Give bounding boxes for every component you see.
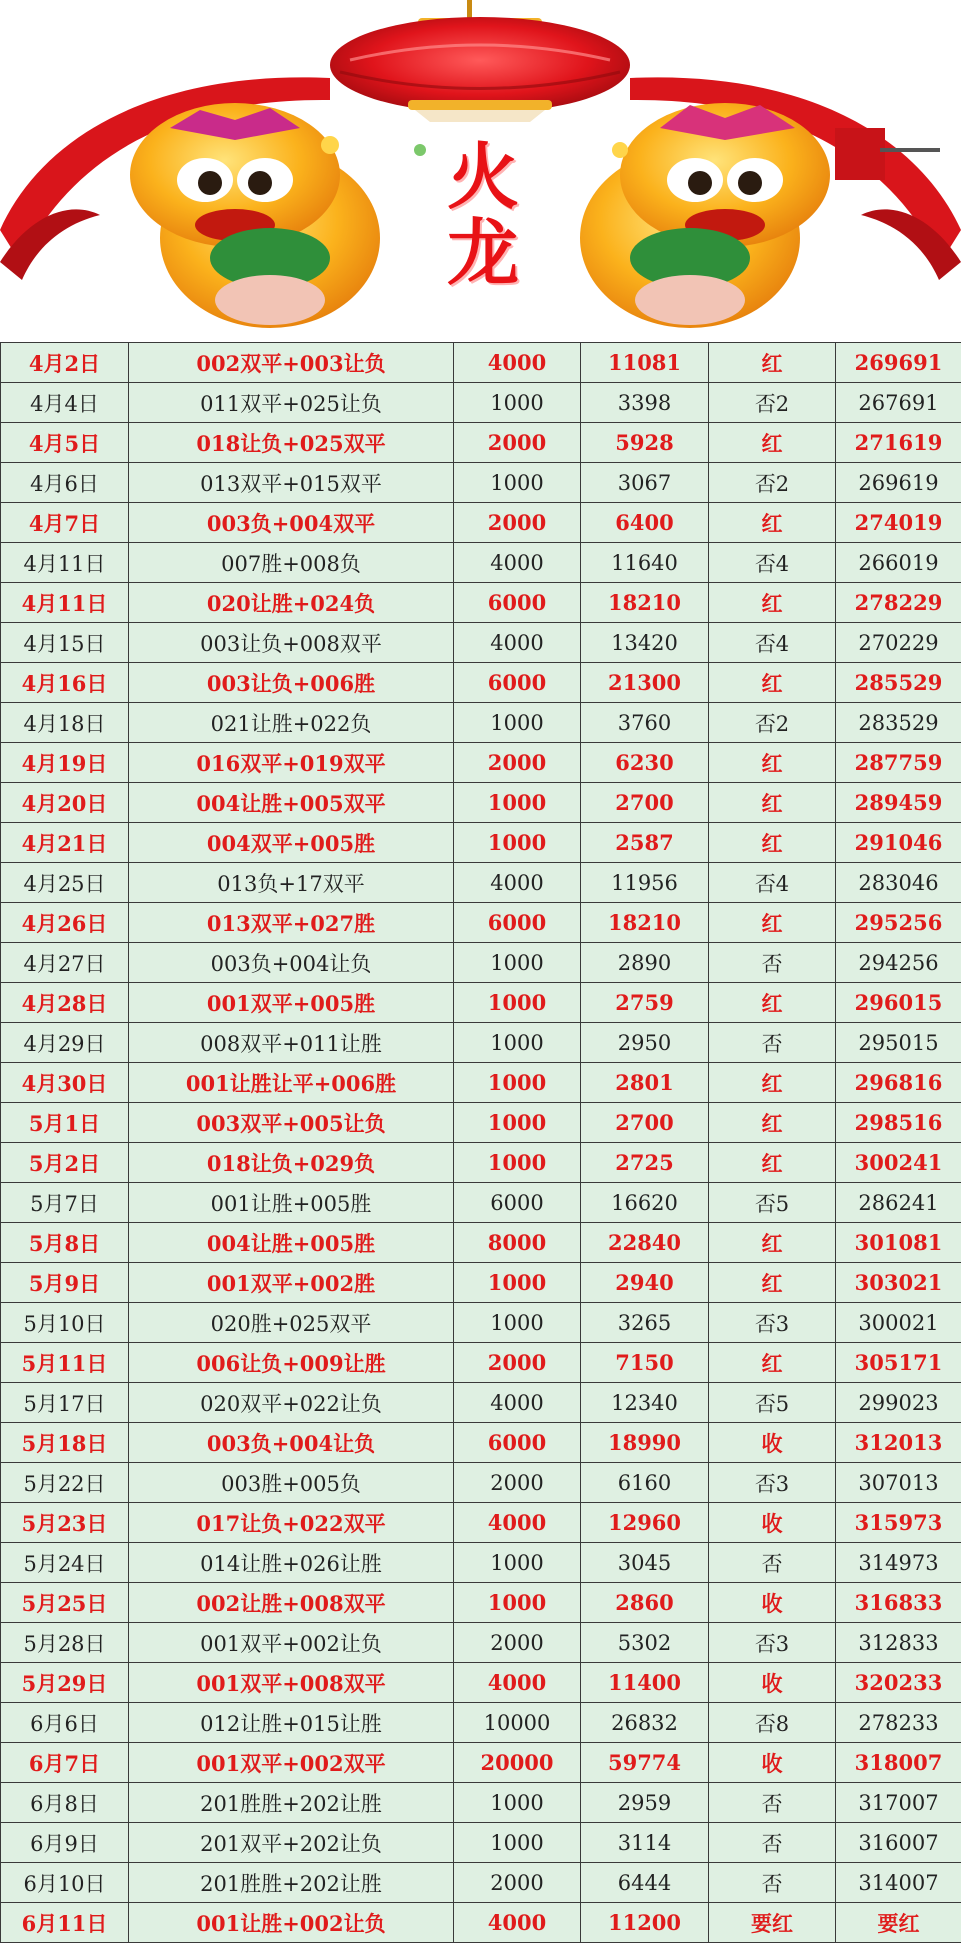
table-row — [1, 423, 961, 463]
return-cell: 18210 — [581, 583, 709, 623]
balance-cell: 286241 — [836, 1183, 961, 1223]
table-row — [1, 1863, 961, 1903]
pick-cell: 001双平+002双平 — [129, 1743, 454, 1783]
result-cell: 红 — [709, 503, 836, 543]
result-cell: 否2 — [709, 703, 836, 743]
stake-cell: 4000 — [454, 863, 581, 903]
stake-cell: 4000 — [454, 1903, 581, 1943]
return-cell: 16620 — [581, 1183, 709, 1223]
stake-cell: 6000 — [454, 663, 581, 703]
table-row — [1, 1383, 961, 1423]
return-cell: 6160 — [581, 1463, 709, 1503]
result-cell: 否3 — [709, 1303, 836, 1343]
balance-cell: 291046 — [836, 823, 961, 863]
date-cell: 4月19日 — [1, 743, 129, 783]
stake-cell: 1000 — [454, 1263, 581, 1303]
table-row — [1, 383, 961, 423]
result-cell: 红 — [709, 783, 836, 823]
date-cell: 5月29日 — [1, 1663, 129, 1703]
balance-cell: 270229 — [836, 623, 961, 663]
date-cell: 5月17日 — [1, 1383, 129, 1423]
result-cell: 否 — [709, 1823, 836, 1863]
result-cell: 收 — [709, 1743, 836, 1783]
table-row — [1, 863, 961, 903]
ledger-table — [0, 342, 961, 1943]
balance-cell: 294256 — [836, 943, 961, 983]
banner-title-line1: 火 — [446, 135, 519, 219]
stake-cell: 1000 — [454, 1783, 581, 1823]
table-row — [1, 783, 961, 823]
table-row — [1, 1143, 961, 1183]
date-cell: 4月21日 — [1, 823, 129, 863]
balance-cell: 295015 — [836, 1023, 961, 1063]
return-cell: 12340 — [581, 1383, 709, 1423]
balance-cell: 314007 — [836, 1863, 961, 1903]
pick-cell: 002双平+003让负 — [129, 343, 454, 383]
balance-cell: 301081 — [836, 1223, 961, 1263]
result-cell: 红 — [709, 743, 836, 783]
table-row — [1, 983, 961, 1023]
date-cell: 6月10日 — [1, 1863, 129, 1903]
pick-cell: 021让胜+022负 — [129, 703, 454, 743]
return-cell: 2890 — [581, 943, 709, 983]
ledger-body — [1, 343, 961, 1943]
date-cell: 4月20日 — [1, 783, 129, 823]
result-cell: 红 — [709, 663, 836, 703]
balance-cell: 287759 — [836, 743, 961, 783]
date-cell: 4月6日 — [1, 463, 129, 503]
balance-cell: 298516 — [836, 1103, 961, 1143]
table-row — [1, 1543, 961, 1583]
pick-cell: 003负+004双平 — [129, 503, 454, 543]
date-cell: 6月8日 — [1, 1783, 129, 1823]
return-cell: 2801 — [581, 1063, 709, 1103]
table-row — [1, 1223, 961, 1263]
pick-cell: 003胜+005负 — [129, 1463, 454, 1503]
result-cell: 红 — [709, 1343, 836, 1383]
table-row — [1, 1303, 961, 1343]
balance-cell: 278229 — [836, 583, 961, 623]
date-cell: 4月26日 — [1, 903, 129, 943]
result-cell: 红 — [709, 583, 836, 623]
return-cell: 3045 — [581, 1543, 709, 1583]
date-cell: 6月9日 — [1, 1823, 129, 1863]
balance-cell: 315973 — [836, 1503, 961, 1543]
result-cell: 否3 — [709, 1623, 836, 1663]
table-row — [1, 1263, 961, 1303]
balance-cell: 要红 — [836, 1903, 961, 1943]
stake-cell: 10000 — [454, 1703, 581, 1743]
result-cell: 红 — [709, 1223, 836, 1263]
date-cell: 4月11日 — [1, 543, 129, 583]
return-cell: 2700 — [581, 1103, 709, 1143]
stake-cell: 20000 — [454, 1743, 581, 1783]
date-cell: 4月25日 — [1, 863, 129, 903]
stake-cell: 1000 — [454, 1143, 581, 1183]
result-cell: 否 — [709, 1783, 836, 1823]
balance-cell: 289459 — [836, 783, 961, 823]
return-cell: 3114 — [581, 1823, 709, 1863]
table-row — [1, 663, 961, 703]
date-cell: 4月15日 — [1, 623, 129, 663]
date-cell: 4月7日 — [1, 503, 129, 543]
date-cell: 4月30日 — [1, 1063, 129, 1103]
stake-cell: 1000 — [454, 1823, 581, 1863]
table-row — [1, 1343, 961, 1383]
stake-cell: 2000 — [454, 423, 581, 463]
table-row — [1, 1663, 961, 1703]
return-cell: 11956 — [581, 863, 709, 903]
return-cell: 11640 — [581, 543, 709, 583]
stake-cell: 4000 — [454, 1383, 581, 1423]
date-cell: 5月24日 — [1, 1543, 129, 1583]
result-cell: 收 — [709, 1423, 836, 1463]
table-row — [1, 1503, 961, 1543]
balance-cell: 274019 — [836, 503, 961, 543]
balance-cell: 303021 — [836, 1263, 961, 1303]
result-cell: 红 — [709, 983, 836, 1023]
result-cell: 要红 — [709, 1903, 836, 1943]
pick-cell: 004让胜+005双平 — [129, 783, 454, 823]
stake-cell: 1000 — [454, 1543, 581, 1583]
table-row — [1, 1703, 961, 1743]
stake-cell: 4000 — [454, 543, 581, 583]
date-cell: 4月16日 — [1, 663, 129, 703]
stake-cell: 2000 — [454, 1343, 581, 1383]
result-cell: 否4 — [709, 543, 836, 583]
stake-cell: 6000 — [454, 1423, 581, 1463]
result-cell: 红 — [709, 1143, 836, 1183]
pick-cell: 020双平+022让负 — [129, 1383, 454, 1423]
date-cell: 4月18日 — [1, 703, 129, 743]
result-cell: 红 — [709, 1263, 836, 1303]
table-row — [1, 1623, 961, 1663]
balance-cell: 316007 — [836, 1823, 961, 1863]
pick-cell: 201双平+202让负 — [129, 1823, 454, 1863]
pick-cell: 001双平+008双平 — [129, 1663, 454, 1703]
pick-cell: 001双平+002让负 — [129, 1623, 454, 1663]
balance-cell: 305171 — [836, 1343, 961, 1383]
table-row — [1, 343, 961, 383]
table-row — [1, 903, 961, 943]
return-cell: 2587 — [581, 823, 709, 863]
stake-cell: 4000 — [454, 343, 581, 383]
stake-cell: 1000 — [454, 1583, 581, 1623]
table-row — [1, 1463, 961, 1503]
return-cell: 3067 — [581, 463, 709, 503]
result-cell: 否 — [709, 1543, 836, 1583]
table-row — [1, 703, 961, 743]
table-row — [1, 1823, 961, 1863]
stake-cell: 2000 — [454, 1623, 581, 1663]
banner-title-line2: 龙 — [446, 211, 519, 295]
return-cell: 12960 — [581, 1503, 709, 1543]
pick-cell: 004双平+005胜 — [129, 823, 454, 863]
date-cell: 5月23日 — [1, 1503, 129, 1543]
stake-cell: 8000 — [454, 1223, 581, 1263]
pick-cell: 003负+004让负 — [129, 1423, 454, 1463]
date-cell: 5月10日 — [1, 1303, 129, 1343]
stake-cell: 1000 — [454, 783, 581, 823]
return-cell: 5302 — [581, 1623, 709, 1663]
stake-cell: 6000 — [454, 583, 581, 623]
balance-cell: 285529 — [836, 663, 961, 703]
date-cell: 5月22日 — [1, 1463, 129, 1503]
pick-cell: 011双平+025让负 — [129, 383, 454, 423]
pick-cell: 003双平+005让负 — [129, 1103, 454, 1143]
table-row — [1, 943, 961, 983]
stake-cell: 1000 — [454, 943, 581, 983]
balance-cell: 269619 — [836, 463, 961, 503]
balance-cell: 299023 — [836, 1383, 961, 1423]
stake-cell: 6000 — [454, 903, 581, 943]
result-cell: 否8 — [709, 1703, 836, 1743]
table-row — [1, 1743, 961, 1783]
balance-cell: 312013 — [836, 1423, 961, 1463]
pick-cell: 013双平+015双平 — [129, 463, 454, 503]
table-row — [1, 1583, 961, 1623]
pick-cell: 013双平+027胜 — [129, 903, 454, 943]
stake-cell: 1000 — [454, 703, 581, 743]
return-cell: 7150 — [581, 1343, 709, 1383]
date-cell: 5月7日 — [1, 1183, 129, 1223]
balance-cell: 314973 — [836, 1543, 961, 1583]
pick-cell: 001让胜+005胜 — [129, 1183, 454, 1223]
balance-cell: 296015 — [836, 983, 961, 1023]
table-row — [1, 583, 961, 623]
pick-cell: 017让负+022双平 — [129, 1503, 454, 1543]
balance-cell: 295256 — [836, 903, 961, 943]
pick-cell: 018让负+029负 — [129, 1143, 454, 1183]
balance-cell: 278233 — [836, 1703, 961, 1743]
stake-cell: 1000 — [454, 983, 581, 1023]
date-cell: 6月11日 — [1, 1903, 129, 1943]
pick-cell: 020让胜+024负 — [129, 583, 454, 623]
pick-cell: 001让胜+002让负 — [129, 1903, 454, 1943]
date-cell: 5月11日 — [1, 1343, 129, 1383]
return-cell: 5928 — [581, 423, 709, 463]
result-cell: 红 — [709, 903, 836, 943]
balance-cell: 296816 — [836, 1063, 961, 1103]
pick-cell: 016双平+019双平 — [129, 743, 454, 783]
table-row — [1, 1063, 961, 1103]
date-cell: 4月11日 — [1, 583, 129, 623]
return-cell: 11400 — [581, 1663, 709, 1703]
banner-image — [0, 0, 961, 342]
stake-cell: 1000 — [454, 463, 581, 503]
stake-cell: 2000 — [454, 1463, 581, 1503]
return-cell: 2725 — [581, 1143, 709, 1183]
return-cell: 2959 — [581, 1783, 709, 1823]
balance-cell: 320233 — [836, 1663, 961, 1703]
table-row — [1, 743, 961, 783]
balance-cell: 271619 — [836, 423, 961, 463]
stake-cell: 2000 — [454, 743, 581, 783]
result-cell: 红 — [709, 823, 836, 863]
date-cell: 4月29日 — [1, 1023, 129, 1063]
pick-cell: 003让负+006胜 — [129, 663, 454, 703]
pick-cell: 012让胜+015让胜 — [129, 1703, 454, 1743]
stake-cell: 1000 — [454, 823, 581, 863]
stake-cell: 4000 — [454, 623, 581, 663]
result-cell: 否2 — [709, 383, 836, 423]
pick-cell: 003负+004让负 — [129, 943, 454, 983]
banner-title — [398, 135, 568, 295]
return-cell: 18210 — [581, 903, 709, 943]
pick-cell: 001双平+005胜 — [129, 983, 454, 1023]
result-cell: 红 — [709, 343, 836, 383]
pick-cell: 020胜+025双平 — [129, 1303, 454, 1343]
table-row — [1, 1183, 961, 1223]
result-cell: 否4 — [709, 623, 836, 663]
stake-cell: 1000 — [454, 1103, 581, 1143]
pick-cell: 014让胜+026让胜 — [129, 1543, 454, 1583]
stake-cell: 4000 — [454, 1663, 581, 1703]
return-cell: 2940 — [581, 1263, 709, 1303]
return-cell: 18990 — [581, 1423, 709, 1463]
return-cell: 21300 — [581, 663, 709, 703]
return-cell: 59774 — [581, 1743, 709, 1783]
result-cell: 红 — [709, 1063, 836, 1103]
table-row — [1, 463, 961, 503]
stake-cell: 1000 — [454, 1063, 581, 1103]
return-cell: 11200 — [581, 1903, 709, 1943]
return-cell: 2759 — [581, 983, 709, 1023]
date-cell: 5月18日 — [1, 1423, 129, 1463]
pick-cell: 013负+17双平 — [129, 863, 454, 903]
date-cell: 5月28日 — [1, 1623, 129, 1663]
table-row — [1, 1783, 961, 1823]
table-row — [1, 623, 961, 663]
pick-cell: 001双平+002胜 — [129, 1263, 454, 1303]
date-cell: 5月2日 — [1, 1143, 129, 1183]
stake-cell: 1000 — [454, 1023, 581, 1063]
return-cell: 3760 — [581, 703, 709, 743]
result-cell: 否5 — [709, 1183, 836, 1223]
pick-cell: 007胜+008负 — [129, 543, 454, 583]
table-row — [1, 543, 961, 583]
result-cell: 收 — [709, 1503, 836, 1543]
date-cell: 5月1日 — [1, 1103, 129, 1143]
date-cell: 6月7日 — [1, 1743, 129, 1783]
result-cell: 否5 — [709, 1383, 836, 1423]
result-cell: 红 — [709, 423, 836, 463]
pick-cell: 003让负+008双平 — [129, 623, 454, 663]
table-row — [1, 823, 961, 863]
date-cell: 5月9日 — [1, 1263, 129, 1303]
result-cell: 红 — [709, 1103, 836, 1143]
date-cell: 4月4日 — [1, 383, 129, 423]
stake-cell: 2000 — [454, 1863, 581, 1903]
date-cell: 4月5日 — [1, 423, 129, 463]
stake-cell: 6000 — [454, 1183, 581, 1223]
return-cell: 11081 — [581, 343, 709, 383]
pick-cell: 004让胜+005胜 — [129, 1223, 454, 1263]
stake-cell: 1000 — [454, 383, 581, 423]
pick-cell: 006让负+009让胜 — [129, 1343, 454, 1383]
date-cell: 5月8日 — [1, 1223, 129, 1263]
pick-cell: 002让胜+008双平 — [129, 1583, 454, 1623]
pick-cell: 008双平+011让胜 — [129, 1023, 454, 1063]
return-cell: 2700 — [581, 783, 709, 823]
balance-cell: 269691 — [836, 343, 961, 383]
result-cell: 否 — [709, 1863, 836, 1903]
pick-cell: 001让胜让平+006胜 — [129, 1063, 454, 1103]
balance-cell: 267691 — [836, 383, 961, 423]
balance-cell: 307013 — [836, 1463, 961, 1503]
stake-cell: 4000 — [454, 1503, 581, 1543]
result-cell: 否4 — [709, 863, 836, 903]
result-cell: 收 — [709, 1583, 836, 1623]
balance-cell: 317007 — [836, 1783, 961, 1823]
balance-cell: 300241 — [836, 1143, 961, 1183]
result-cell: 收 — [709, 1663, 836, 1703]
table-row — [1, 1903, 961, 1943]
return-cell: 6230 — [581, 743, 709, 783]
balance-cell: 318007 — [836, 1743, 961, 1783]
stake-cell: 2000 — [454, 503, 581, 543]
date-cell: 4月28日 — [1, 983, 129, 1023]
return-cell: 3398 — [581, 383, 709, 423]
pick-cell: 201胜胜+202让胜 — [129, 1863, 454, 1903]
balance-cell: 266019 — [836, 543, 961, 583]
table-row — [1, 1023, 961, 1063]
result-cell: 否2 — [709, 463, 836, 503]
balance-cell: 283046 — [836, 863, 961, 903]
date-cell: 5月25日 — [1, 1583, 129, 1623]
date-cell: 6月6日 — [1, 1703, 129, 1743]
balance-cell: 283529 — [836, 703, 961, 743]
pick-cell: 018让负+025双平 — [129, 423, 454, 463]
stake-cell: 1000 — [454, 1303, 581, 1343]
balance-cell: 300021 — [836, 1303, 961, 1343]
date-cell: 4月2日 — [1, 343, 129, 383]
pick-cell: 201胜胜+202让胜 — [129, 1783, 454, 1823]
return-cell: 22840 — [581, 1223, 709, 1263]
table-row — [1, 503, 961, 543]
date-cell: 4月27日 — [1, 943, 129, 983]
result-cell: 否 — [709, 1023, 836, 1063]
balance-cell: 316833 — [836, 1583, 961, 1623]
table-row — [1, 1423, 961, 1463]
return-cell: 6400 — [581, 503, 709, 543]
result-cell: 否 — [709, 943, 836, 983]
return-cell: 26832 — [581, 1703, 709, 1743]
result-cell: 否3 — [709, 1463, 836, 1503]
return-cell: 2860 — [581, 1583, 709, 1623]
return-cell: 6444 — [581, 1863, 709, 1903]
balance-cell: 312833 — [836, 1623, 961, 1663]
table-row — [1, 1103, 961, 1143]
return-cell: 13420 — [581, 623, 709, 663]
return-cell: 2950 — [581, 1023, 709, 1063]
return-cell: 3265 — [581, 1303, 709, 1343]
